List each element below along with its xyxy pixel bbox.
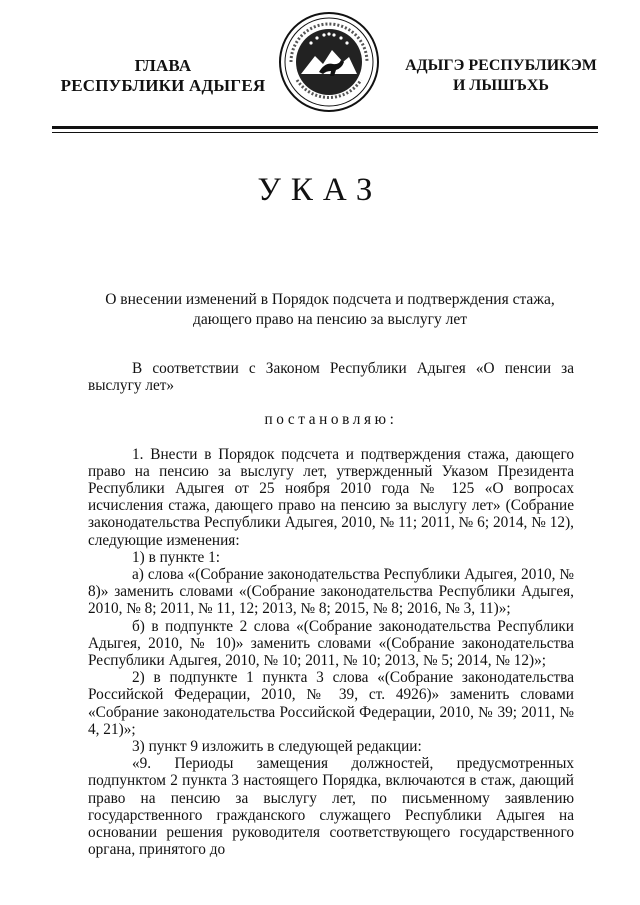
clause-1-paragraph: 1. Внести в Порядок подсчета и подтверждения стажа, дающего право на пенсию за выслугу лет, утвержденный Указом Президента Республики Адыгея от 25 ноября 2010 года № 125 «О вопросах исчисления стажа, дающего право на пенсию за выслугу лет» (Собрание законодательства Республики Адыгея, 2010, № 11; 2011, № 6; 2014, № 12), следующие изменения: <box>88 445 574 549</box>
issuer-adyghe-line-2: И ЛЫШЪХЬ <box>452 77 550 94</box>
issuer-line-2: РЕСПУБЛИКИ АДЫГЕЯ <box>60 76 266 95</box>
header-divider-thick <box>52 126 598 129</box>
coat-of-arms-icon <box>277 10 381 114</box>
subject-line-1: О внесении изменений в Порядок подсчета и подтверждения стажа, <box>105 291 555 308</box>
issuer-line-1: ГЛАВА <box>134 56 192 75</box>
header-divider-thin <box>52 132 598 133</box>
subclause-3-paragraph: 3) пункт 9 изложить в следующей редакции: <box>132 738 422 756</box>
issuer-adyghe-line-1: АДЫГЭ РЕСПУБЛИКЭМ <box>405 57 597 74</box>
subclause-a-paragraph: а) слова «(Собрание законодательства Республики Адыгея, 2010, № 8)» заменить словами «(Собрание законодательства Республики Адыгея, 2010, № 8; 2011, № 11, 12; 2013, № 8; 2015, № 8; 2016, № 3, 11)»; <box>88 566 574 618</box>
issuer-block-russian <box>52 56 274 96</box>
subclause-2-paragraph: 2) в подпункте 1 пункта 3 слова «(Собрание законодательства Российской Федерации, 2010, № 39, ст. 4926)» заменить словами «Собрание законодательства Российской Федерации, 2010, № 39; 2011, № 4, 21)»; <box>88 669 574 738</box>
preamble-paragraph: В соответствии с Законом Республики Адыгея «О пенсии за выслугу лет» <box>88 360 574 395</box>
document-title: УКАЗ <box>257 172 383 208</box>
subject-line-2: дающего право на пенсию за выслугу лет <box>192 311 467 328</box>
new-clause-9-paragraph: «9. Периоды замещения должностей, предусмотренных подпунктом 2 пункта 3 настоящего Порядка, включаются в стаж, дающий право на пенсию за выслугу лет, по письменному заявлению государственного гражданского служащего Республики Адыгея на основании решения руководителя соответствующего государственного органа, принятого до <box>88 755 574 859</box>
subclause-1-paragraph: 1) в пункте 1: <box>132 548 221 566</box>
document-subject <box>90 290 570 330</box>
issuer-block-adyghe <box>395 56 607 96</box>
document-body <box>88 360 574 858</box>
resolution-word: постановляю: <box>264 411 398 429</box>
subclause-b-paragraph: б) в подпункте 2 слова «(Собрание законодательства Республики Адыгея, 2010, № 10)» заменить словами «(Собрание законодательства Республики Адыгея, 2010, № 10; 2011, № 10; 2013, № 5; 2014, № 12)»; <box>88 617 574 670</box>
